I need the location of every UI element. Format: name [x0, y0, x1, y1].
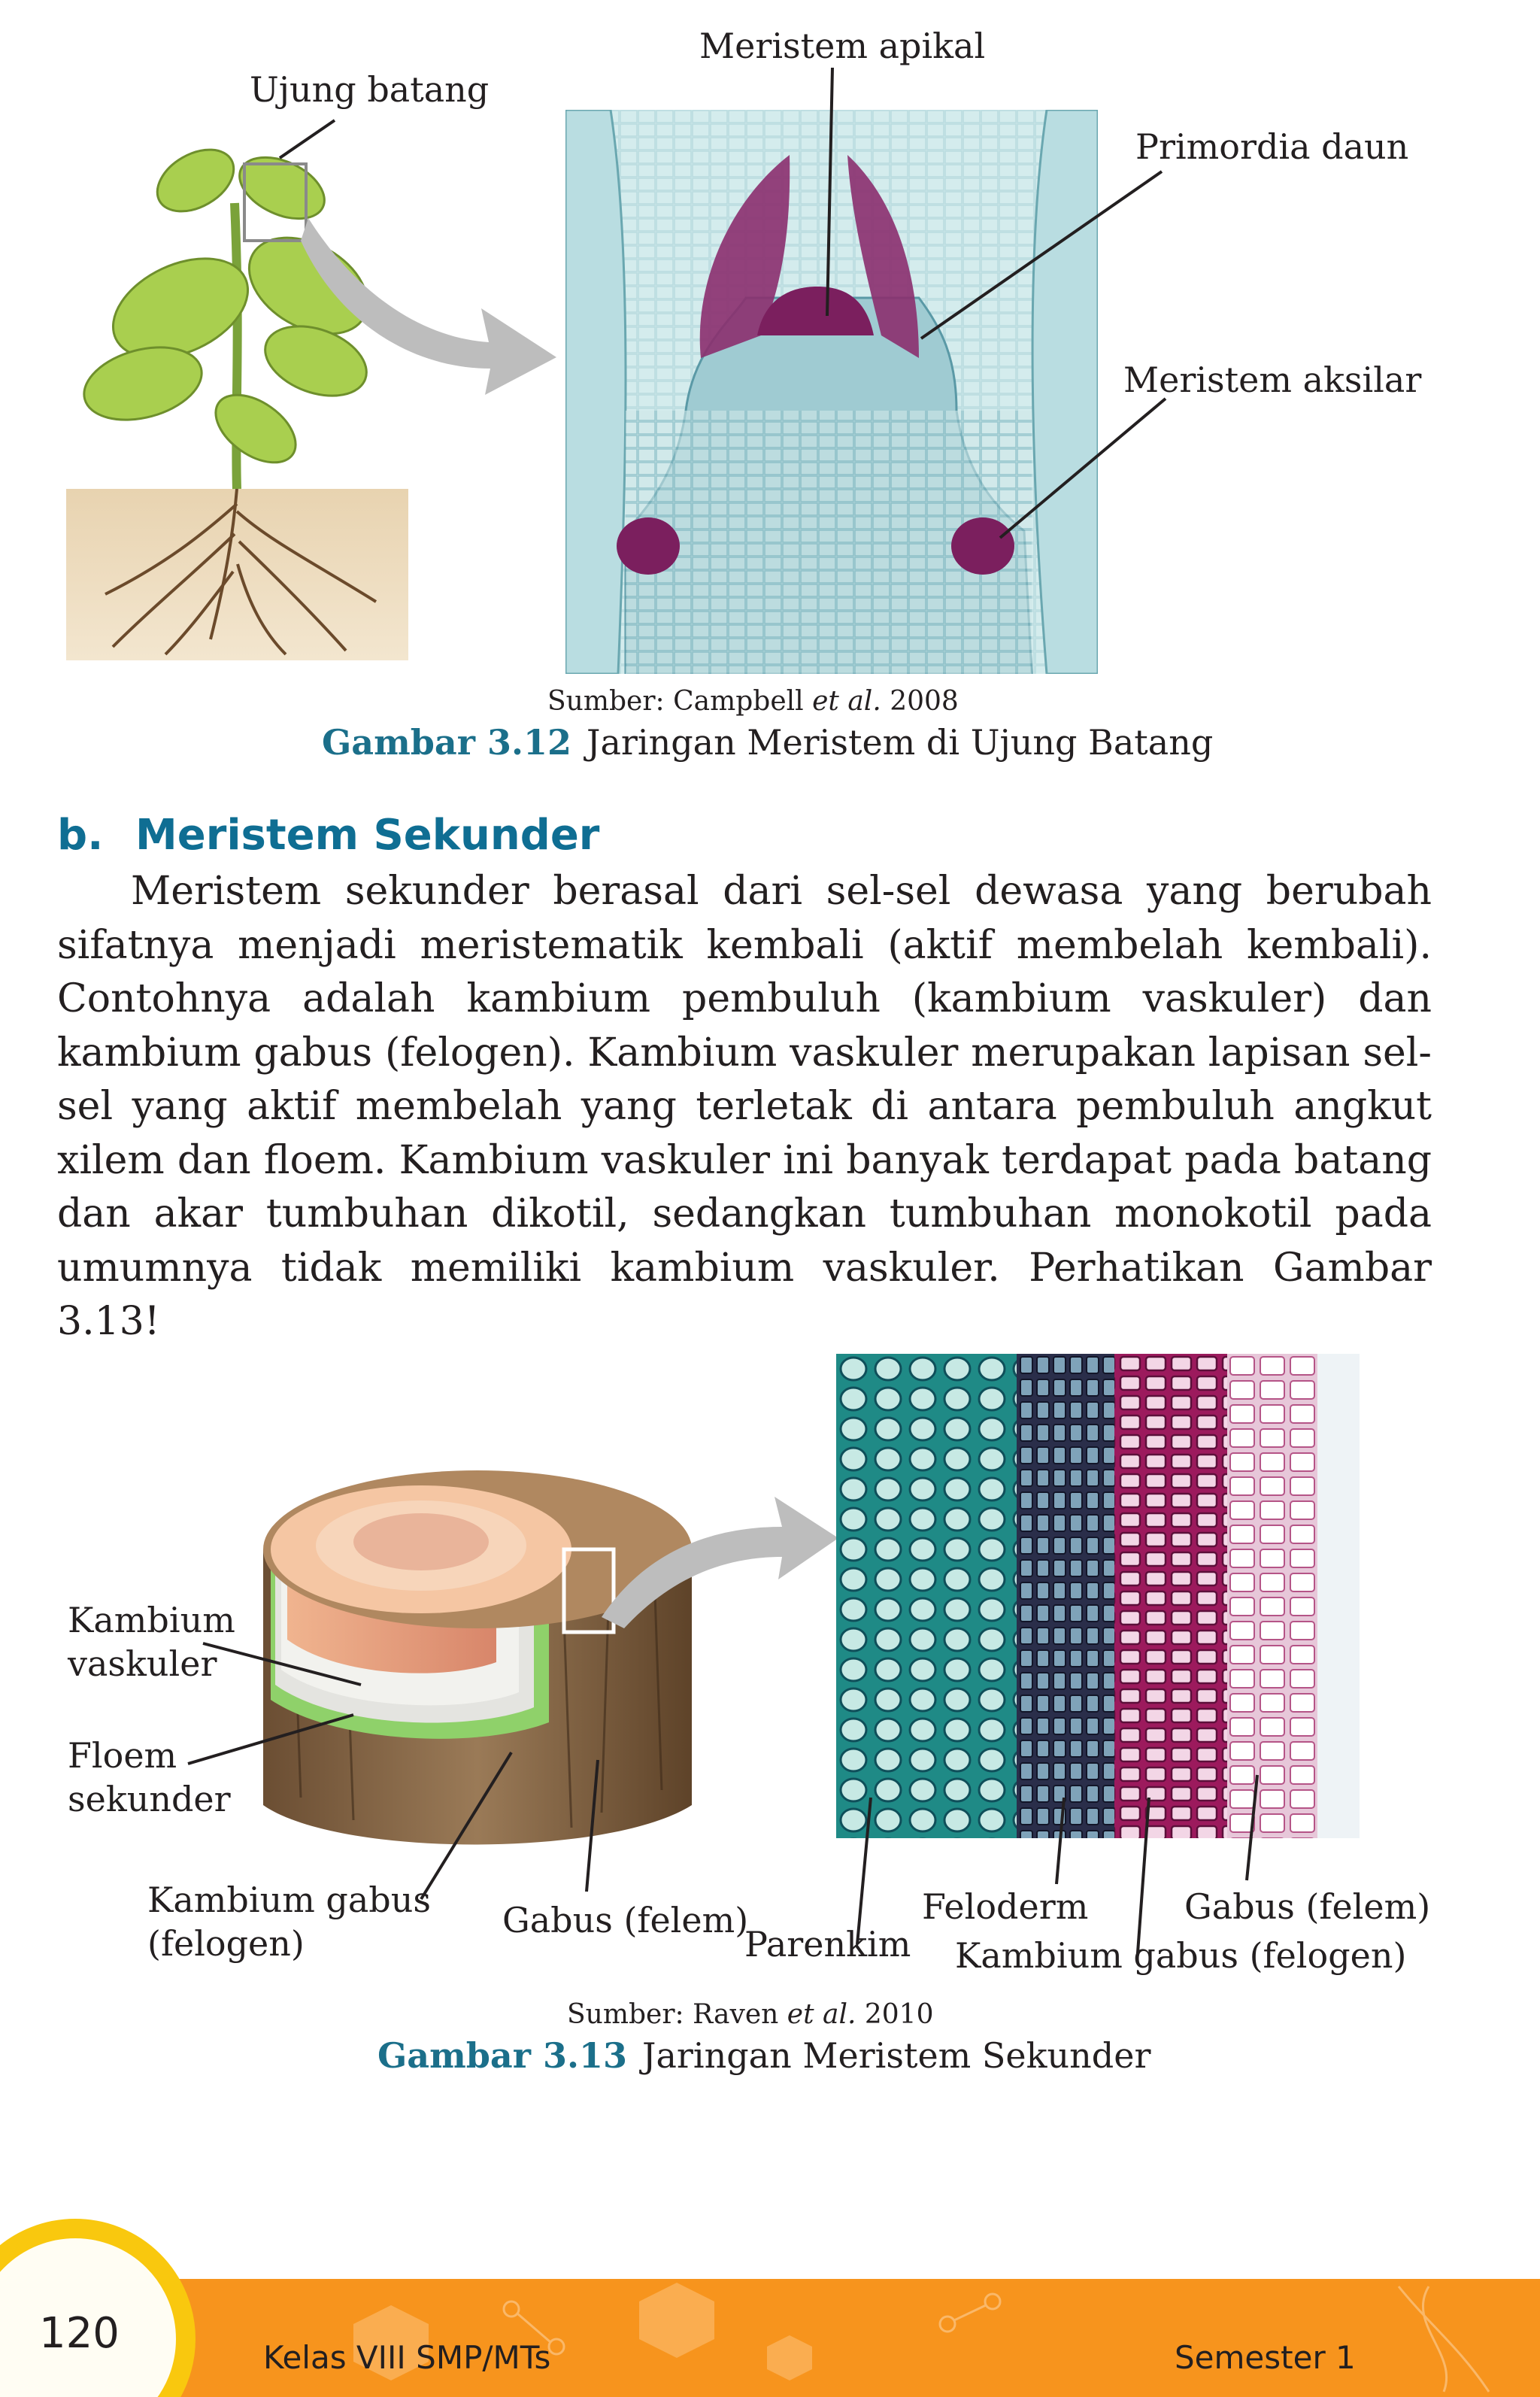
- label-kambium-gabus: Kambium gabus: [147, 1880, 431, 1920]
- label-feloderm: Feloderm: [922, 1886, 1089, 1927]
- label-floem-sekunder: sekunder: [68, 1779, 231, 1819]
- label-kambium-gabus: (felogen): [147, 1923, 305, 1964]
- label-meristem-aksilar: Meristem aksilar: [1123, 360, 1422, 400]
- figure-3-12-source: Sumber: Campbell et al. 2008: [547, 686, 959, 717]
- page-number-ring: [0, 2219, 196, 2397]
- label-gabus-felem-right: Gabus (felem): [1184, 1886, 1431, 1927]
- label-floem-sekunder: Floem: [68, 1735, 177, 1776]
- label-parenkim: Parenkim: [744, 1924, 911, 1965]
- label-meristem-apikal: Meristem apikal: [699, 26, 986, 66]
- label-kambium-vaskuler: Kambium: [68, 1600, 235, 1640]
- label-primordia-daun: Primordia daun: [1135, 126, 1409, 167]
- footer-book-title: Kelas VIII SMP/MTs: [263, 2339, 551, 2376]
- section-paragraph: Meristem sekunder berasal dari sel-sel dewasa yang berubah sifatnya menjadi meristematik kembali (aktif membelah kembali). Contohnya adalah kambium pembuluh (kambium vaskuler) dan kambium gabus (felogen). Kambium vaskuler merupakan lapisan sel-sel yang aktif membelah yang terletak di antara pembuluh angkut xilem dan floem. Kambium vaskuler ini banyak terdapat pada batang dan akar tumbuhan dikotil, sedangkan tumbuhan monokotil pada umumnya tidak memiliki kambium vaskuler. Perhatikan Gambar 3.13!: [57, 869, 1432, 1344]
- section-heading: b. Meristem Sekunder: [57, 811, 600, 860]
- label-kambium-gabus-right: Kambium gabus (felogen): [955, 1935, 1407, 1976]
- label-kambium-vaskuler: vaskuler: [68, 1643, 217, 1684]
- figure-3-13-caption: Gambar 3.13 Jaringan Meristem Sekunder: [377, 2035, 1151, 2076]
- label-gabus-felem-left: Gabus (felem): [502, 1900, 749, 1940]
- page-number: 120: [39, 2309, 120, 2358]
- figure-3-13-source: Sumber: Raven et al. 2010: [567, 1999, 934, 2030]
- molecule-pattern-icon: [286, 2279, 1534, 2397]
- footer-semester: Semester 1: [1175, 2339, 1356, 2376]
- figure-3-12-caption: Gambar 3.12 Jaringan Meristem di Ujung Batang: [322, 722, 1214, 763]
- figure-3-13-leader-lines: [0, 1354, 1540, 1956]
- label-ujung-batang: Ujung batang: [250, 69, 490, 110]
